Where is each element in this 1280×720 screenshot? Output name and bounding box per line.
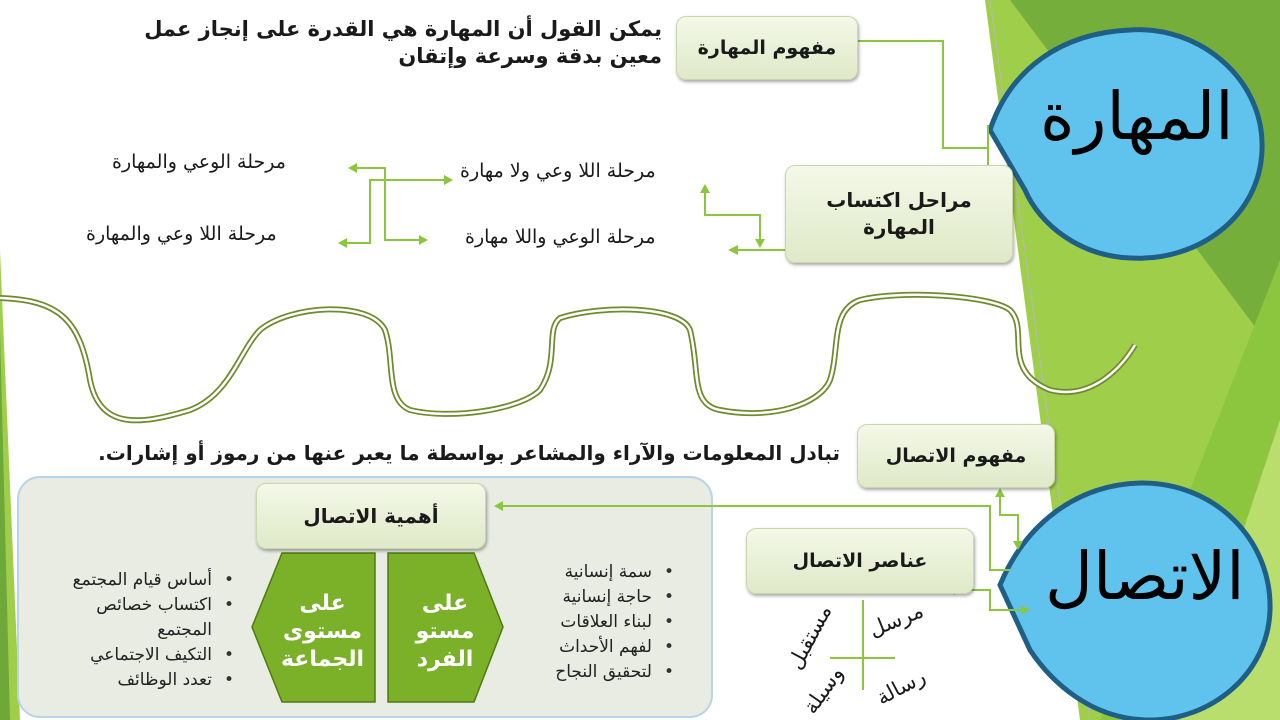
group-level-label: [270, 590, 375, 674]
element-message: رسالة: [872, 664, 930, 710]
skill-stages-label-line: المهارة: [863, 215, 935, 239]
element-sender: مرسل: [865, 598, 927, 642]
list-item: سمة إنسانية •: [492, 560, 652, 585]
arrowhead: [348, 163, 357, 173]
individual-points-list: [492, 560, 670, 685]
arrowhead: [338, 238, 347, 248]
connector-stage-left-2: [355, 168, 420, 240]
list-item: تعدد الوظائف •: [12, 668, 212, 693]
skill-concept-box[interactable]: مفهوم المهارة: [676, 16, 858, 80]
connector-stage-loop: [705, 190, 760, 242]
arrowhead: [444, 175, 453, 185]
wave-line-outer: [0, 295, 1135, 421]
skill-definition: [144, 16, 662, 70]
individual-level-line: مستو: [415, 619, 475, 644]
group-level-line: مستوى: [283, 619, 362, 644]
skill-title: المهارة: [1040, 78, 1234, 155]
arrowhead: [995, 488, 1005, 497]
skill-stages-box[interactable]: [785, 165, 1013, 263]
group-level-line: الجماعة: [280, 647, 365, 672]
communication-concept-box[interactable]: مفهوم الاتصال: [857, 424, 1055, 488]
connector-concept: [1000, 495, 1018, 545]
stage-conscious-skill: مرحلة الوعي والمهارة: [112, 151, 286, 173]
arrowhead: [419, 235, 428, 245]
element-medium: وسيلة: [798, 661, 848, 719]
skill-definition-line: يمكن القول أن المهارة هي القدرة على إنجاز عمل: [144, 17, 662, 41]
elements-box[interactable]: عناصر الاتصال: [746, 528, 974, 594]
list-item: حاجة إنسانية •: [492, 585, 652, 610]
individual-level-line: على: [421, 591, 469, 616]
importance-box[interactable]: أهمية الاتصال: [256, 483, 486, 549]
list-item: التكيف الاجتماعي •: [12, 643, 212, 668]
communication-title: الاتصال: [1045, 538, 1245, 615]
stage-unconscious-skill: مرحلة اللا وعي والمهارة: [86, 223, 277, 245]
group-points-list: [12, 568, 230, 693]
list-item: لفهم الأحداث •: [492, 635, 652, 660]
skill-definition-line: معين بدقة وسرعة وإتقان: [398, 44, 662, 68]
list-item: اكتساب خصائص •: [12, 593, 212, 618]
connector-skill-concept: [857, 41, 988, 148]
list-item: لبناء العلاقات •: [492, 610, 652, 635]
element-receiver: مستقبل: [782, 600, 837, 674]
list-item: لتحقيق النجاح •: [492, 660, 652, 685]
list-item: أساس قيام المجتمع •: [12, 568, 212, 593]
communication-definition: تبادل المعلومات والآراء والمشاعر بواسطة ما يعبر عنها من رموز أو إشارات.: [98, 441, 840, 465]
stage-unconscious-no-skill: مرحلة اللا وعي ولا مهارة: [460, 160, 656, 182]
individual-level-line: الفرد: [416, 647, 474, 672]
skill-stages-label-line: مراحل اكتساب: [826, 188, 972, 212]
group-level-line: على: [299, 591, 346, 616]
connector-stage-left-1: [345, 180, 448, 243]
arrowhead: [755, 239, 765, 248]
individual-level-label: [395, 590, 495, 674]
arrowhead: [728, 245, 738, 255]
arrowhead: [700, 184, 710, 193]
stage-conscious-no-skill: مرحلة الوعي واللا مهارة: [465, 226, 656, 248]
list-item-continuation: المجتمع: [157, 620, 212, 640]
